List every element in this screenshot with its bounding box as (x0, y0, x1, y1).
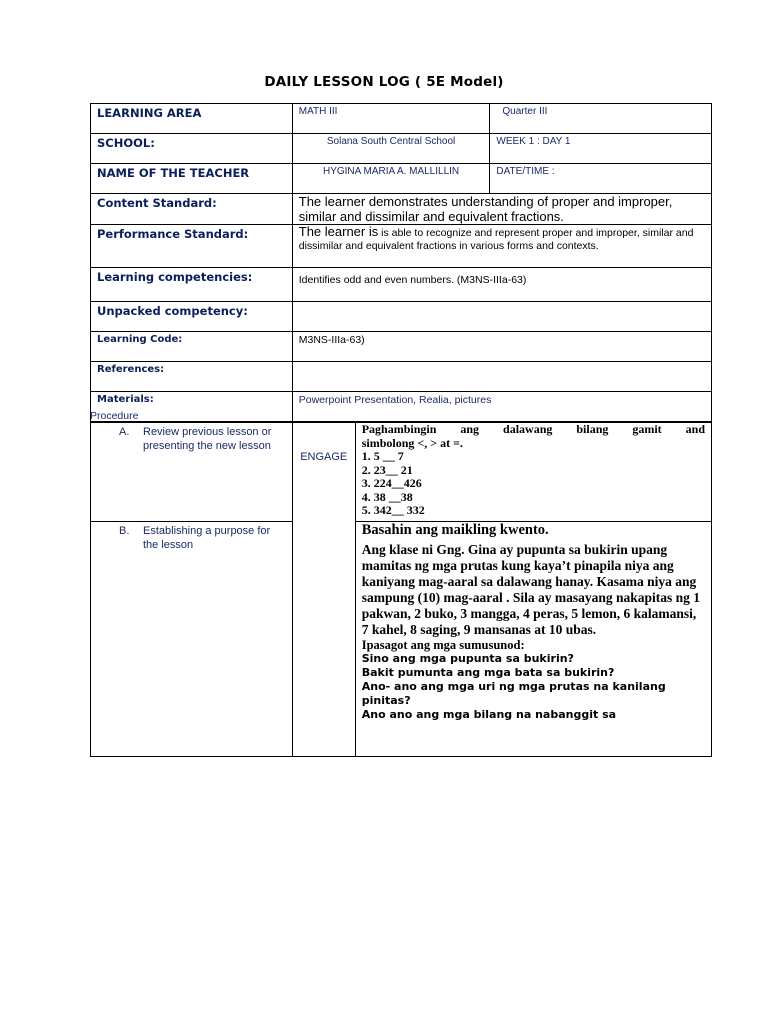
procedure-table (90, 422, 712, 757)
content-standard-value: The learner demonstrates understanding of proper and improper, similar and dissimilar and equivalent fractions. (292, 194, 711, 225)
question-item: Sino ang mga pupunta sa bukirin? (361, 651, 574, 665)
question-item: Ano- ano ang mga uri ng mga prutas na kanilang pinitas? (361, 679, 666, 707)
references-value (292, 362, 711, 392)
content-standard-row (91, 194, 712, 225)
step-b (91, 522, 293, 757)
compare-exercise (355, 423, 711, 522)
learning-area-row (91, 104, 712, 134)
unpacked-competency-label: Unpacked competency: (91, 302, 293, 332)
compare-item: 4. 38 __38 (361, 489, 413, 504)
school-row (91, 134, 712, 164)
document-title: DAILY LESSON LOG ( 5E Model) (264, 74, 504, 90)
story-block (355, 522, 711, 757)
materials-value: Powerpoint Presentation, Realia, pictures (292, 392, 711, 422)
performance-standard-value (292, 225, 711, 268)
performance-standard-label: Performance Standard: (91, 225, 293, 268)
unpacked-competency-value (292, 302, 711, 332)
story-body: Ang klase ni Gng. Gina ay pupunta sa bukirin upang mamitas ng mga prutas kung kaya’t pinapila niya ang kaniyang mag-aaral sa dalawang hanay. Kasama niya ang sampung (10) mag-aaral . Sila ay masayang nakapitas ng 1 pakwan, 2 buko, 3 mangga, 4 peras, 5 lemon, 6 kalamansi, 7 kahel, 8 saging, 9 mansanas at 10 ubas. (361, 541, 701, 637)
performance-standard-rest: is able to recognize and represent proper and improper, similar and dissimilar and equivalent fractions in various forms and contexts. (298, 227, 694, 252)
content-standard-label: Content Standard: (91, 194, 293, 225)
learning-code-label: Learning Code: (91, 332, 293, 362)
datetime-label: DATE/TIME : (490, 164, 712, 194)
procedure-heading: Procedure (90, 410, 139, 422)
step-a-letter: A. (119, 426, 130, 438)
quarter-value: Quarter III (490, 104, 712, 134)
compare-item: 2. 23__ 21 (361, 462, 413, 477)
step-b-letter: B. (119, 525, 130, 537)
phase-engage: ENGAGE (292, 423, 355, 757)
materials-row (91, 392, 712, 422)
teacher-value: HYGINA MARIA A. MALLILLIN (292, 164, 490, 194)
step-a (91, 423, 293, 522)
compare-item: 1. 5 __ 7 (361, 449, 404, 463)
unpacked-competency-row (91, 302, 712, 332)
performance-standard-lead: The learner is (298, 224, 379, 239)
compare-instruction: Paghambingin ang dalawang bilang gamit and (361, 422, 705, 436)
learning-code-value: M3NS-IIIa-63) (292, 332, 711, 362)
story-title: Basahin ang maikling kwento. (361, 522, 549, 538)
references-label: References: (91, 362, 293, 392)
compare-item: 5. 342__ 332 (361, 503, 425, 517)
question-item: Bakit pumunta ang mga bata sa bukirin? (361, 665, 615, 679)
learning-code-row (91, 332, 712, 362)
performance-standard-row (91, 225, 712, 268)
references-row (91, 362, 712, 392)
learning-competencies-row (91, 268, 712, 302)
question-item: Ano ano ang mga bilang na nabanggit sa (361, 707, 617, 721)
teacher-row (91, 164, 712, 194)
step-a-text: Review previous lesson or presenting the new lesson (143, 426, 272, 452)
story-prompt: Ipasagot ang mga sumusunod: (361, 637, 525, 652)
compare-item: 3. 224__426 (361, 476, 422, 490)
materials-label: Materials: (91, 392, 293, 422)
school-value: Solana South Central School (292, 134, 490, 164)
learning-area-label: LEARNING AREA (91, 104, 293, 134)
procedure-row-a (91, 423, 712, 522)
compare-instruction-2: simbolong <, > at =. (361, 435, 463, 450)
step-b-text: Establishing a purpose for the lesson (143, 525, 271, 551)
learning-competencies-label: Learning competencies: (91, 268, 293, 302)
lesson-info-table (90, 103, 712, 422)
week-day-value: WEEK 1 : DAY 1 (490, 134, 712, 164)
teacher-label: NAME OF THE TEACHER (91, 164, 293, 194)
learning-area-value: MATH III (292, 104, 490, 134)
procedure-row-b (91, 522, 712, 757)
school-label: SCHOOL: (91, 134, 293, 164)
learning-competencies-value: Identifies odd and even numbers. (M3NS-IIIa-63) (292, 268, 711, 302)
